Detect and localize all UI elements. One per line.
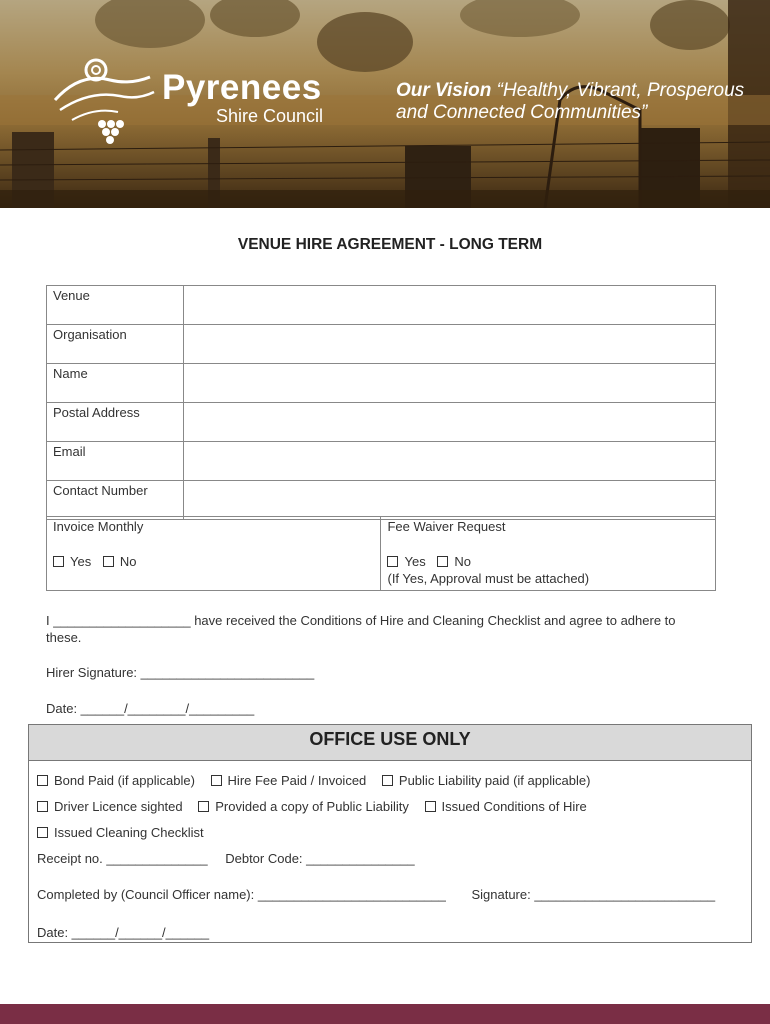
venue-field[interactable] (184, 286, 716, 325)
checkbox-icon[interactable] (37, 775, 48, 786)
invoice-no-checkbox[interactable] (103, 556, 114, 567)
email-field[interactable] (184, 442, 716, 481)
brand-name: Pyrenees (162, 68, 322, 107)
table-row (47, 517, 716, 591)
office-use-box (28, 724, 752, 943)
email-label: Email (47, 442, 184, 481)
cleaning-checklist-check[interactable]: Issued Cleaning Checklist (37, 825, 204, 840)
fee-waiver-yes-option[interactable] (387, 554, 425, 569)
conditions-of-hire-check[interactable]: Issued Conditions of Hire (425, 799, 587, 814)
fee-waiver-note: (If Yes, Approval must be attached) (387, 571, 590, 586)
name-field[interactable] (184, 364, 716, 403)
invoice-yes-label: Yes (70, 554, 92, 569)
declaration-line-2: these. (46, 630, 82, 645)
office-date-line[interactable]: Date: ______/______/______ (37, 925, 210, 940)
public-liability-paid-check[interactable]: Public Liability paid (if applicable) (382, 773, 591, 788)
grapevine-logo-icon (50, 52, 160, 147)
table-row (47, 481, 716, 520)
contact-number-label: Contact Number (47, 481, 184, 520)
footer-bar (0, 1004, 770, 1024)
fee-waiver-label: Fee Waiver Request (387, 519, 506, 534)
invoice-fee-table (46, 516, 716, 591)
public-liability-copy-check[interactable]: Provided a copy of Public Liability (198, 799, 409, 814)
hirer-signature-line[interactable]: Hirer Signature: ________________________ (46, 665, 315, 680)
header-banner (0, 0, 770, 208)
driver-licence-check[interactable]: Driver Licence sighted (37, 799, 183, 814)
vision-lead: Our Vision (396, 80, 492, 101)
receipt-number-line[interactable]: Receipt no. ______________ (37, 851, 208, 866)
fee-waiver-cell (381, 517, 716, 591)
table-row (47, 442, 716, 481)
organisation-label: Organisation (47, 325, 184, 364)
checkbox-icon[interactable] (425, 801, 436, 812)
organisation-field[interactable] (184, 325, 716, 364)
name-label: Name (47, 364, 184, 403)
document-title: VENUE HIRE AGREEMENT - LONG TERM (237, 236, 543, 253)
venue-label: Venue (47, 286, 184, 325)
declaration-line-1: I ___________________ have received the Conditions of Hire and Cleaning Checklist and agree to adhere to (46, 613, 676, 628)
office-use-heading: OFFICE USE ONLY (29, 725, 751, 761)
debtor-code-line[interactable]: Debtor Code: _______________ (225, 851, 415, 866)
contact-number-field[interactable] (184, 481, 716, 520)
checkbox-icon[interactable] (211, 775, 222, 786)
bond-paid-check[interactable]: Bond Paid (if applicable) (37, 773, 195, 788)
postal-address-label: Postal Address (47, 403, 184, 442)
invoice-monthly-label: Invoice Monthly (53, 519, 144, 534)
table-row (47, 286, 716, 325)
brand-subtitle: Shire Council (216, 106, 324, 126)
invoice-yes-checkbox[interactable] (53, 556, 64, 567)
officer-signature-line[interactable]: Signature: _________________________ (471, 887, 716, 902)
hirer-details-table (46, 285, 716, 520)
invoice-monthly-cell (47, 517, 381, 591)
hire-fee-paid-check[interactable]: Hire Fee Paid / Invoiced (211, 773, 367, 788)
checkbox-icon[interactable] (37, 801, 48, 812)
checkbox-icon[interactable] (382, 775, 393, 786)
declaration (46, 612, 726, 646)
checkbox-icon[interactable] (37, 827, 48, 838)
table-row (47, 403, 716, 442)
checkbox-icon[interactable] (198, 801, 209, 812)
completed-by-line[interactable]: Completed by (Council Officer name): __________________________ (37, 887, 446, 902)
table-row (47, 364, 716, 403)
fee-waiver-no-label: No (454, 554, 471, 569)
council-logo (50, 52, 330, 147)
vision-line-1: “Healthy, Vibrant, Prosperous (496, 80, 745, 101)
fee-waiver-no-checkbox[interactable] (437, 556, 448, 567)
vision-statement (396, 80, 756, 124)
table-row (47, 325, 716, 364)
fee-waiver-yes-label: Yes (404, 554, 426, 569)
invoice-no-label: No (119, 554, 137, 569)
fee-waiver-no-option[interactable] (437, 554, 471, 569)
postal-address-field[interactable] (184, 403, 716, 442)
invoice-yes-option[interactable] (53, 554, 91, 569)
hirer-date-line[interactable]: Date: ______/________/_________ (46, 701, 255, 716)
vision-line-2: and Connected Communities” (396, 102, 648, 123)
invoice-no-option[interactable] (103, 554, 137, 569)
fee-waiver-yes-checkbox[interactable] (387, 556, 398, 567)
